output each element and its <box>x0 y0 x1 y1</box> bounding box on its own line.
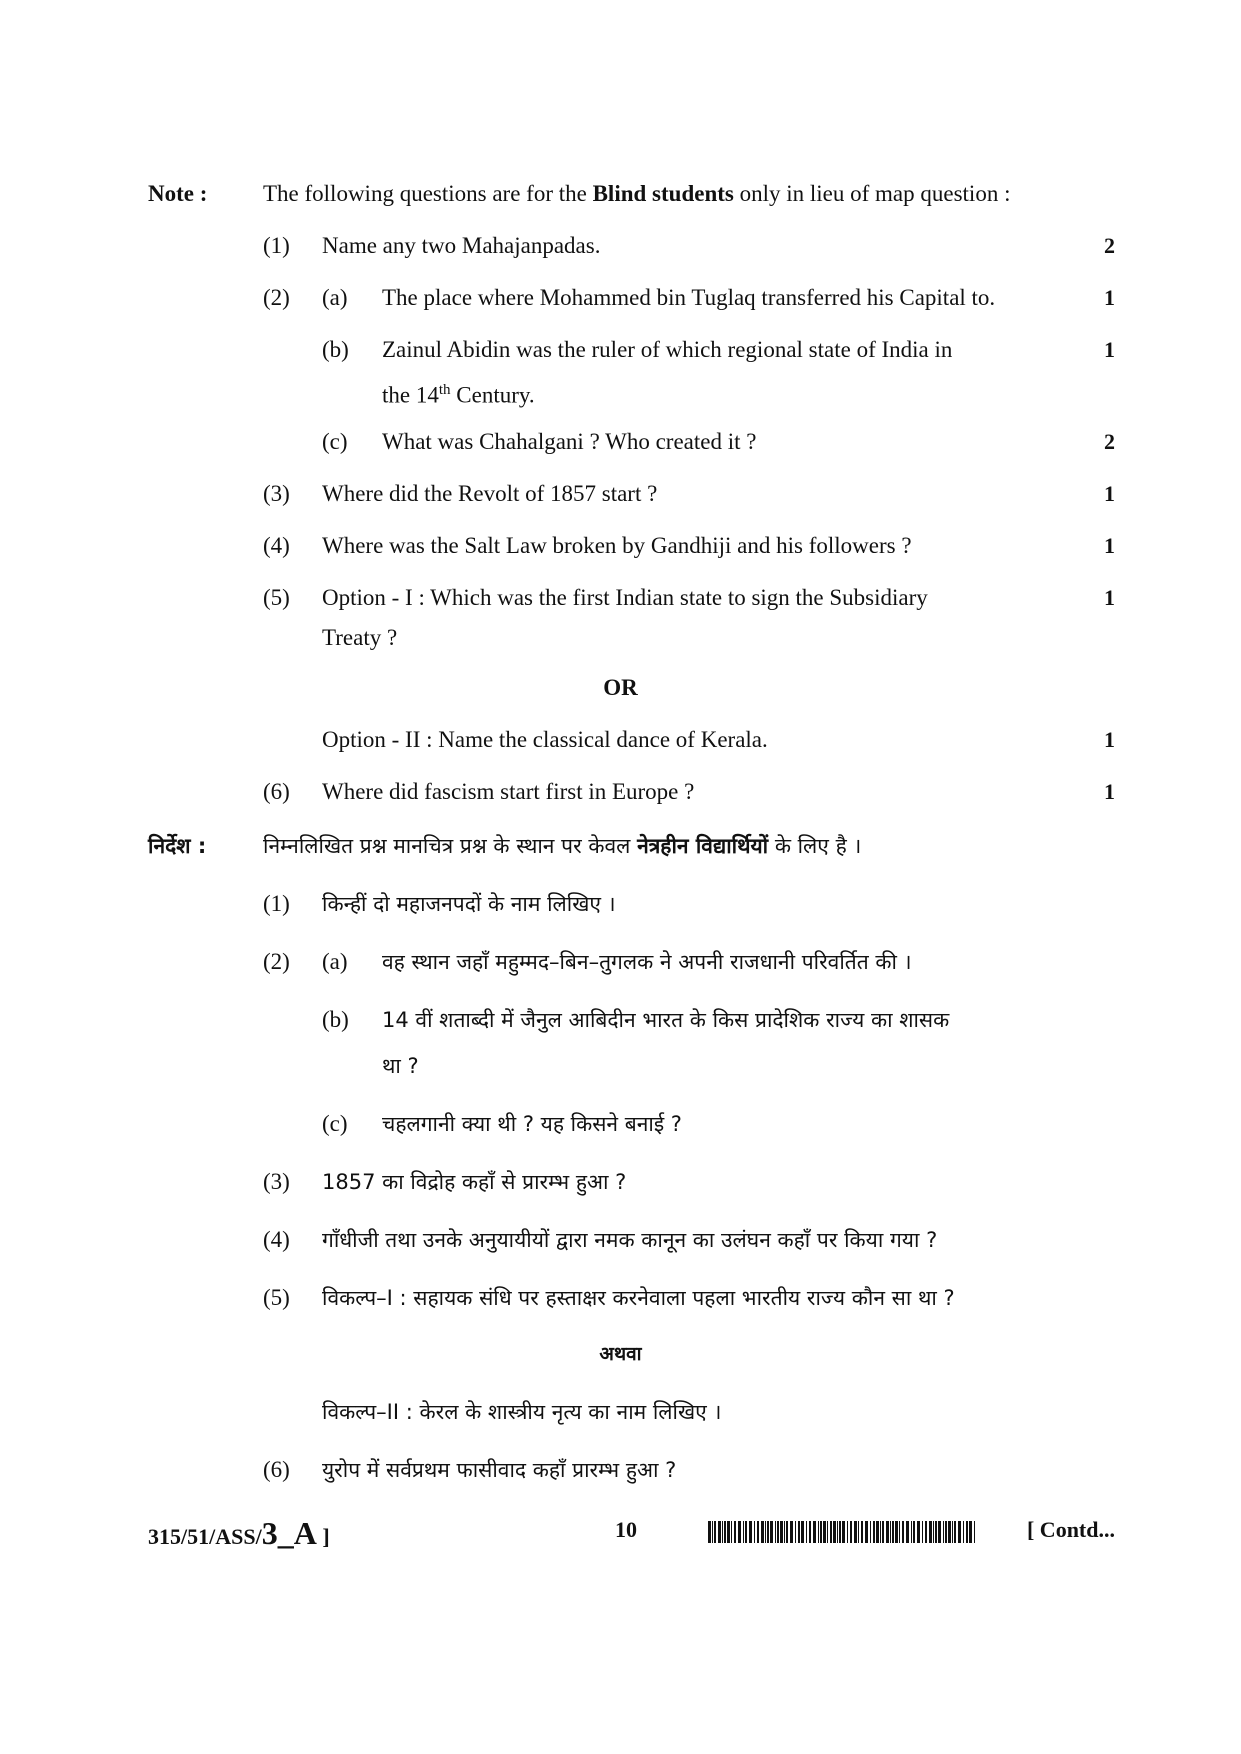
subquestion-label: (a) <box>322 285 348 310</box>
hindi-note-instruction <box>263 830 861 862</box>
marks: 1 <box>1104 779 1115 804</box>
paper-code-set: 3_A <box>261 1515 317 1551</box>
continued-label: [ Contd... <box>1026 1517 1115 1542</box>
question-number: (3) <box>263 1169 290 1194</box>
question-text: Where did fascism start first in Europe ? <box>322 779 695 804</box>
marks: 1 <box>1104 585 1115 610</box>
subquestion-label: (c) <box>322 429 348 454</box>
marks: 1 <box>1104 337 1115 362</box>
hindi-note-label: निर्देश : <box>148 834 207 858</box>
question-number: (2) <box>263 285 290 310</box>
marks: 2 <box>1104 429 1115 454</box>
subquestion-label: (b) <box>322 337 349 362</box>
hindi-question-text: विकल्प–II : केरल के शास्त्रीय नृत्य का नाम लिखिए । <box>322 1400 722 1424</box>
hindi-note-intro-end: के लिए है । <box>768 834 862 858</box>
marks: 2 <box>1104 233 1115 258</box>
question-number: (6) <box>263 1457 290 1482</box>
barcode-icon <box>708 1521 978 1543</box>
note-intro-text-end: only in lieu of map question : <box>733 181 1011 206</box>
or-divider: OR <box>603 675 638 700</box>
hindi-question-text: 14 वीं शताब्दी में जैनुल आबिदीन भारत के किस प्रादेशिक राज्य का शासक <box>382 1008 950 1032</box>
question-number: (4) <box>263 533 290 558</box>
question-text: The place where Mohammed bin Tuglaq transferred his Capital to. <box>382 285 996 310</box>
paper-code-prefix: 315/51/ASS/ <box>148 1524 262 1549</box>
marks: 1 <box>1104 533 1115 558</box>
marks: 1 <box>1104 285 1115 310</box>
hindi-or-divider: अथवा <box>599 1343 642 1365</box>
hindi-question-text: 1857 का विद्रोह कहाँ से प्रारम्भ हुआ ? <box>322 1170 627 1194</box>
question-number: (1) <box>263 891 290 916</box>
question-number: (4) <box>263 1227 290 1252</box>
question-text: Option - II : Name the classical dance of Kerala. <box>322 727 768 752</box>
paper-code <box>148 1515 330 1552</box>
question-text: Where was the Salt Law broken by Gandhiji and his followers ? <box>322 533 912 558</box>
marks: 1 <box>1104 727 1115 752</box>
hindi-question-text: किन्हीं दो महाजनपदों के नाम लिखिए । <box>322 892 616 916</box>
subquestion-label: (b) <box>322 1007 349 1032</box>
question-number: (6) <box>263 779 290 804</box>
superscript: th <box>438 382 451 398</box>
hindi-note-bold: नेत्रहीन विद्यार्थियों <box>637 834 769 858</box>
question-number: (3) <box>263 481 290 506</box>
question-text: Where did the Revolt of 1857 start ? <box>322 481 658 506</box>
question-text-continued: Treaty ? <box>322 625 398 650</box>
question-text: Name any two Mahajanpadas. <box>322 233 601 258</box>
subquestion-label: (c) <box>322 1111 348 1136</box>
question-number: (5) <box>263 585 290 610</box>
question-text: Option - I : Which was the first Indian state to sign the Subsidiary <box>322 585 928 610</box>
question-text: What was Chahalgani ? Who created it ? <box>382 429 757 454</box>
hindi-question-text-continued: था ? <box>382 1054 419 1078</box>
question-number: (2) <box>263 949 290 974</box>
note-bold-text: Blind students <box>592 181 734 206</box>
hindi-question-text: वह स्थान जहाँ महुम्मद–बिन–तुगलक ने अपनी राजधानी परिवर्तित की । <box>382 950 912 974</box>
question-number: (1) <box>263 233 290 258</box>
question-number: (5) <box>263 1285 290 1310</box>
question-text: Zainul Abidin was the ruler of which regional state of India in <box>382 337 953 362</box>
subquestion-label: (a) <box>322 949 348 974</box>
century-text: the 14 <box>382 382 439 408</box>
note-label: Note : <box>148 181 208 206</box>
paper-code-bracket: ] <box>322 1524 330 1549</box>
page-number: 10 <box>615 1517 637 1542</box>
century-text-end: Century. <box>450 382 535 408</box>
note-intro-text: The following questions are for the <box>263 181 593 206</box>
hindi-question-text: विकल्प–I : सहायक संधि पर हस्ताक्षर करनेवाला पहला भारतीय राज्य कौन सा था ? <box>322 1286 955 1310</box>
hindi-note-intro: निम्नलिखित प्रश्न मानचित्र प्रश्न के स्थान पर केवल <box>263 834 638 858</box>
marks: 1 <box>1104 481 1115 506</box>
hindi-question-text: गाँधीजी तथा उनके अनुयायीयों द्वारा नमक कानून का उलंघन कहाँ पर किया गया ? <box>322 1228 938 1252</box>
hindi-question-text: युरोप में सर्वप्रथम फासीवाद कहाँ प्रारम्भ हुआ ? <box>322 1458 677 1482</box>
note-instruction <box>263 178 1010 210</box>
hindi-question-text: चहलगानी क्या थी ? यह किसने बनाई ? <box>382 1112 682 1136</box>
question-text-continued <box>382 374 535 412</box>
